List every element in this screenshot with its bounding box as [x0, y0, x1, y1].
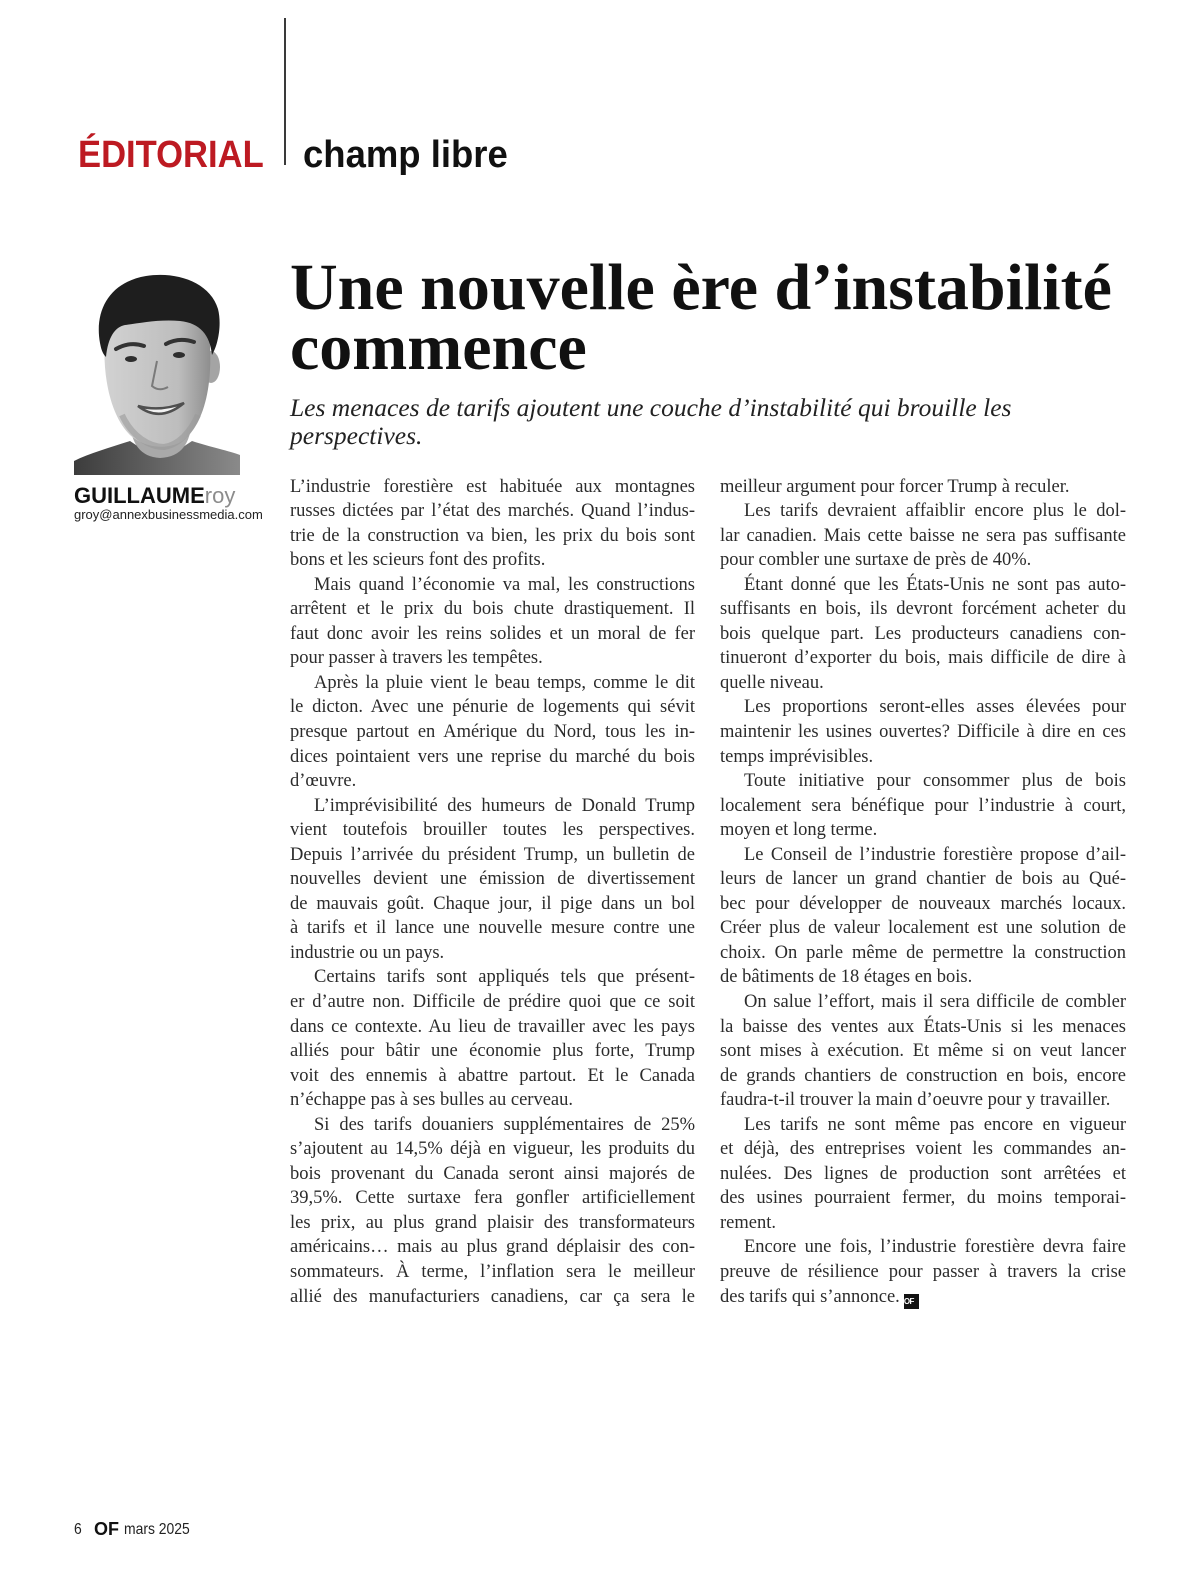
photo-eye-right — [173, 352, 185, 358]
body-line: bec pour développer de nouveaux marchés locaux. — [720, 893, 1126, 914]
body-line: le dicton. Avec une pénurie de logements qui sévit — [290, 697, 695, 718]
body-line: faudra-t-il trouver la main d’oeuvre pour y travailler. — [720, 1090, 1111, 1111]
body-paragraph — [720, 843, 1126, 990]
body-line: bois provenant du Canada seront ainsi majorés de — [290, 1163, 695, 1184]
body-line: presque partout en Amérique du Nord, tous les in- — [290, 721, 695, 742]
body-line-text: des tarifs qui s’annonce. — [720, 1286, 900, 1307]
body-line: arrêtent et le prix du bois chute drastiquement. Il — [290, 599, 695, 620]
body-line: Les proportions seront-elles asses élevées pour — [744, 697, 1126, 718]
body-paragraph — [720, 769, 1126, 843]
body-line: L’imprévisibilité des humeurs de Donald Trump — [314, 795, 695, 816]
rubric-label: champ libre — [303, 134, 508, 176]
body-line: Étant donné que les États-Unis ne sont pas auto- — [744, 574, 1126, 595]
body-line: bons et les scieurs font des profits. — [290, 550, 546, 571]
body-line: américains… mais au plus grand déplaisir des con- — [290, 1237, 695, 1258]
body-line: n’échappe pas à ses bulles au cerveau. — [290, 1090, 574, 1111]
footer-page-number: 6 — [74, 1520, 82, 1538]
body-line: quelle niveau. — [720, 672, 824, 693]
body-line: de bâtiments de 18 étages en bois. — [720, 967, 973, 988]
body-line: choix. On parle même de permettre la construction — [720, 942, 1126, 963]
body-column-1 — [290, 475, 695, 1310]
body-line: 39,5%. Cette surtaxe fera gonfler artificiellement — [290, 1188, 695, 1209]
body-line: dices pointaient vers une reprise du marché du bois — [290, 746, 695, 767]
body-line: les prix, au plus grand plaisir des transformateurs — [290, 1212, 695, 1233]
body-line: moyen et long terme. — [720, 820, 878, 841]
body-line: meilleur argument pour forcer Trump à reculer. — [720, 476, 1070, 497]
author-photo — [60, 265, 250, 475]
body-line: dans ce contexte. Au lieu de travailler avec les pays — [290, 1016, 695, 1037]
photo-eye-left — [125, 356, 137, 362]
body-line: d’œuvre. — [290, 771, 357, 792]
author-last-name: roy — [204, 483, 236, 508]
body-line: à tarifs et il lance une nouvelle mesure contre une — [290, 918, 695, 939]
body-line: localement sera bénéfique pour l’industrie à court, — [720, 795, 1126, 816]
body-line: bois quelque part. Les producteurs canadiens con- — [720, 623, 1126, 644]
body-line: maintenir les usines ouvertes? Difficile à dire en ces — [720, 721, 1126, 742]
body-line: allié des manufacturiers canadiens, car ça sera le — [290, 1286, 695, 1307]
body-line: de mauvais goût. Chaque jour, il pige dans un bol — [290, 893, 695, 914]
body-line: russes dictées par l’état des marchés. Quand l’indus- — [290, 501, 695, 522]
body-paragraph — [290, 965, 695, 1112]
body-line: Mais quand l’économie va mal, les constructions — [314, 574, 695, 595]
body-line: Depuis l’arrivée du président Trump, un bulletin de — [290, 844, 695, 865]
body-line: pour combler une surtaxe de près de 40%. — [720, 550, 1032, 571]
body-paragraph — [720, 573, 1126, 696]
body-line: industrie ou un pays. — [290, 942, 445, 963]
body-paragraph — [720, 499, 1126, 573]
author-email: groy@annexbusinessmedia.com — [74, 507, 263, 522]
footer-issue-date: mars 2025 — [124, 1520, 190, 1538]
body-line: Les tarifs ne sont même pas encore en vigueur — [744, 1114, 1126, 1135]
body-line: de grands chantiers de construction en bois, encore — [720, 1065, 1126, 1086]
body-line: trie de la construction va bien, les prix du bois sont — [290, 525, 695, 546]
body-line: rement. — [720, 1212, 776, 1233]
body-line: sont mises à exécution. Et même si on veut lancer — [720, 1041, 1126, 1062]
body-line: faut donc avoir les reins solides et un moral de fer — [290, 623, 695, 644]
body-paragraph — [290, 671, 695, 794]
article-subtitle: Les menaces de tarifs ajoutent une couche d’instabilité qui brouille les perspectives. — [290, 393, 1012, 450]
body-paragraph — [290, 794, 695, 966]
body-line: et déjà, des entreprises voient les commandes an- — [720, 1139, 1126, 1160]
article-title — [290, 251, 1180, 384]
body-paragraph — [720, 1113, 1126, 1236]
body-column-2 — [720, 475, 1126, 1310]
body-paragraph — [290, 1113, 695, 1309]
article-title-line: Une nouvelle ère d’instabilité — [290, 251, 1112, 324]
body-line — [720, 1285, 1126, 1310]
body-line: temps imprévisibles. — [720, 746, 874, 767]
body-line: Le Conseil de l’industrie forestière propose d’ail- — [744, 844, 1126, 865]
end-of-article-mark: OF — [904, 1294, 919, 1309]
body-line: Les tarifs devraient affaiblir encore plus le dol- — [744, 501, 1126, 522]
body-paragraph — [290, 573, 695, 671]
body-paragraph — [720, 475, 1126, 500]
body-line: Toute initiative pour consommer plus de bois — [744, 771, 1126, 792]
body-line: tinueront d’exporter du bois, mais difficile de dire à — [720, 648, 1126, 669]
body-line: suffisants en bois, ils devront forcément acheter du — [720, 599, 1126, 620]
body-line: lar canadien. Mais cette baisse ne sera pas suffisante — [720, 525, 1126, 546]
body-line: nouvelles devient une émission de divertissement — [290, 869, 695, 890]
body-line: des usines pourraient fermer, du moins temporai- — [720, 1188, 1126, 1209]
body-line: On salue l’effort, mais il sera difficile de combler — [744, 991, 1126, 1012]
body-line: nulées. Des lignes de production sont arrêtées et — [720, 1163, 1126, 1184]
body-line: sommateurs. À terme, l’inflation sera le meilleur — [290, 1262, 695, 1282]
author-name — [74, 485, 235, 507]
header-divider-rule — [284, 18, 286, 165]
body-line: Si des tarifs douaniers supplémentaires de 25% — [314, 1114, 695, 1135]
body-line: preuve de résilience pour passer à travers la crise — [720, 1262, 1126, 1282]
body-paragraph — [290, 475, 695, 573]
body-paragraph — [720, 990, 1126, 1113]
body-line: Créer plus de valeur localement est une solution de — [720, 918, 1126, 939]
body-line: leurs de lancer un grand chantier de bois au Qué- — [720, 869, 1126, 890]
body-line: Encore une fois, l’industrie forestière devra faire — [744, 1237, 1126, 1258]
body-line: alliés pour bâtir une économie plus forte, Trump — [290, 1041, 695, 1062]
body-line: vient toutefois brouiller toutes les perspectives. — [290, 820, 695, 841]
body-paragraph — [720, 1235, 1126, 1309]
body-paragraph — [720, 695, 1126, 769]
body-line: er d’autre non. Difficile de prédire quoi que ce soit — [290, 991, 695, 1012]
author-first-name: GUILLAUME — [74, 483, 205, 508]
body-line: s’ajoutent au 14,5% déjà en vigueur, les produits du — [290, 1139, 695, 1160]
body-line: Après la pluie vient le beau temps, comme le dit — [314, 672, 695, 693]
article-title-line: commence — [290, 311, 587, 384]
footer-magazine-name: OF — [94, 1518, 119, 1539]
body-line: pour passer à travers les tempêtes. — [290, 648, 543, 669]
body-line: Certains tarifs sont appliqués tels que présent- — [314, 967, 695, 988]
body-line: la baisse des ventes aux États-Unis si les menaces — [720, 1016, 1126, 1037]
body-line: voit des ennemis à abattre partout. Et le Canada — [290, 1065, 695, 1086]
body-line: L’industrie forestière est habituée aux montagnes — [290, 476, 695, 497]
section-label: ÉDITORIAL — [78, 134, 264, 176]
